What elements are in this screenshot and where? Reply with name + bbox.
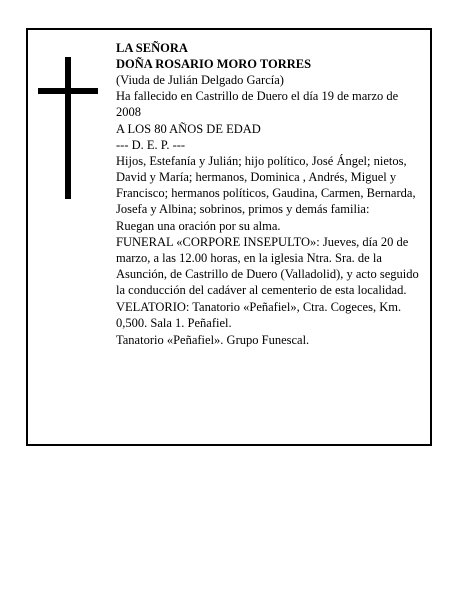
funeral-details: FUNERAL «CORPORE INSEPULTO»: Jueves, día 20 de marzo, a las 12.00 horas, en la iglesia Ntra. Sra. de la Asunción, de Castrillo de Duero (Valladolid), y acto seguido la conducción del cadáver al cementerio de esta localidad. xyxy=(116,235,419,297)
cross-icon xyxy=(38,57,98,199)
prayer-request: Ruegan una oración por su alma. xyxy=(116,219,281,233)
cross-vertical-bar xyxy=(65,57,71,199)
notice-title: LA SEÑORA xyxy=(116,41,188,55)
rest-in-peace: --- D. E. P. --- xyxy=(116,138,186,152)
passing-statement: Ha fallecido en Castrillo de Duero el día 19 de marzo de 2008 xyxy=(116,89,399,119)
age-statement: A LOS 80 AÑOS DE EDAD xyxy=(116,122,261,136)
obituary-notice xyxy=(26,28,432,446)
cross-horizontal-bar xyxy=(38,88,98,94)
deceased-name: DOÑA ROSARIO MORO TORRES xyxy=(116,57,312,71)
family-list: Hijos, Estefanía y Julián; hijo político, José Ángel; nietos, David y María; hermanos, Dominica , Andrés, Miguel y Francisco; hermanos políticos, Gaudina, Carmen, Bernarda, Josefa y Albina; sobrinos, primos y demás familia: xyxy=(116,154,416,216)
notice-text xyxy=(116,40,426,348)
wake-details: VELATORIO: Tanatorio «Peñafiel», Ctra. Cogeces, Km. 0,500. Sala 1. Peñafiel. xyxy=(116,300,402,330)
widow-of: (Viuda de Julián Delgado García) xyxy=(116,73,284,87)
funeral-home: Tanatorio «Peñafiel». Grupo Funescal. xyxy=(116,333,310,347)
